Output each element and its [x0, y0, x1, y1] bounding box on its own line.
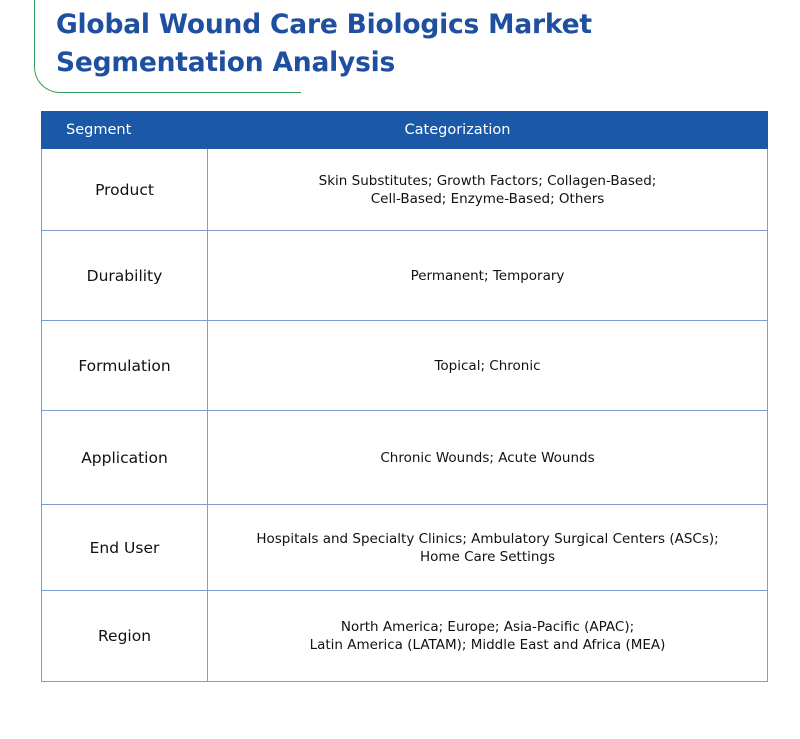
- categorization-line: Hospitals and Specialty Clinics; Ambulatory Surgical Centers (ASCs);: [256, 530, 719, 547]
- table-row: [42, 321, 768, 411]
- segment-categorization: [208, 231, 768, 321]
- segment-name: Formulation: [42, 321, 208, 411]
- header-categorization: Categorization: [208, 112, 768, 149]
- segment-categorization: [208, 321, 768, 411]
- segment-name: Durability: [42, 231, 208, 321]
- categorization-line: Skin Substitutes; Growth Factors; Collagen-Based;: [318, 172, 657, 189]
- table-row: [42, 591, 768, 682]
- segment-name: Application: [42, 411, 208, 505]
- header-segment: Segment: [42, 112, 208, 149]
- table-row: [42, 411, 768, 505]
- page-title-line-1: Global Wound Care Biologics Market: [56, 9, 592, 40]
- categorization-line: Home Care Settings: [419, 548, 556, 565]
- segment-categorization: [208, 149, 768, 231]
- page-title: [56, 6, 796, 82]
- table-row: [42, 231, 768, 321]
- segment-name: End User: [42, 505, 208, 591]
- categorization-line: Topical; Chronic: [434, 357, 541, 374]
- table-row: [42, 505, 768, 591]
- categorization-line: Chronic Wounds; Acute Wounds: [380, 449, 595, 466]
- page-title-line-2: Segmentation Analysis: [56, 47, 396, 78]
- segment-categorization: [208, 591, 768, 682]
- categorization-line: Cell-Based; Enzyme-Based; Others: [370, 190, 605, 207]
- segmentation-table: [41, 111, 768, 682]
- segment-categorization: [208, 505, 768, 591]
- table-header-row: [42, 112, 768, 149]
- segment-name: Product: [42, 149, 208, 231]
- segment-name: Region: [42, 591, 208, 682]
- categorization-line: North America; Europe; Asia-Pacific (APAC);: [340, 619, 635, 635]
- segment-categorization: [208, 411, 768, 505]
- categorization-line: Permanent; Temporary: [410, 267, 565, 284]
- categorization-line: Latin America (LATAM); Middle East and Africa (MEA): [309, 637, 666, 653]
- table-row: [42, 149, 768, 231]
